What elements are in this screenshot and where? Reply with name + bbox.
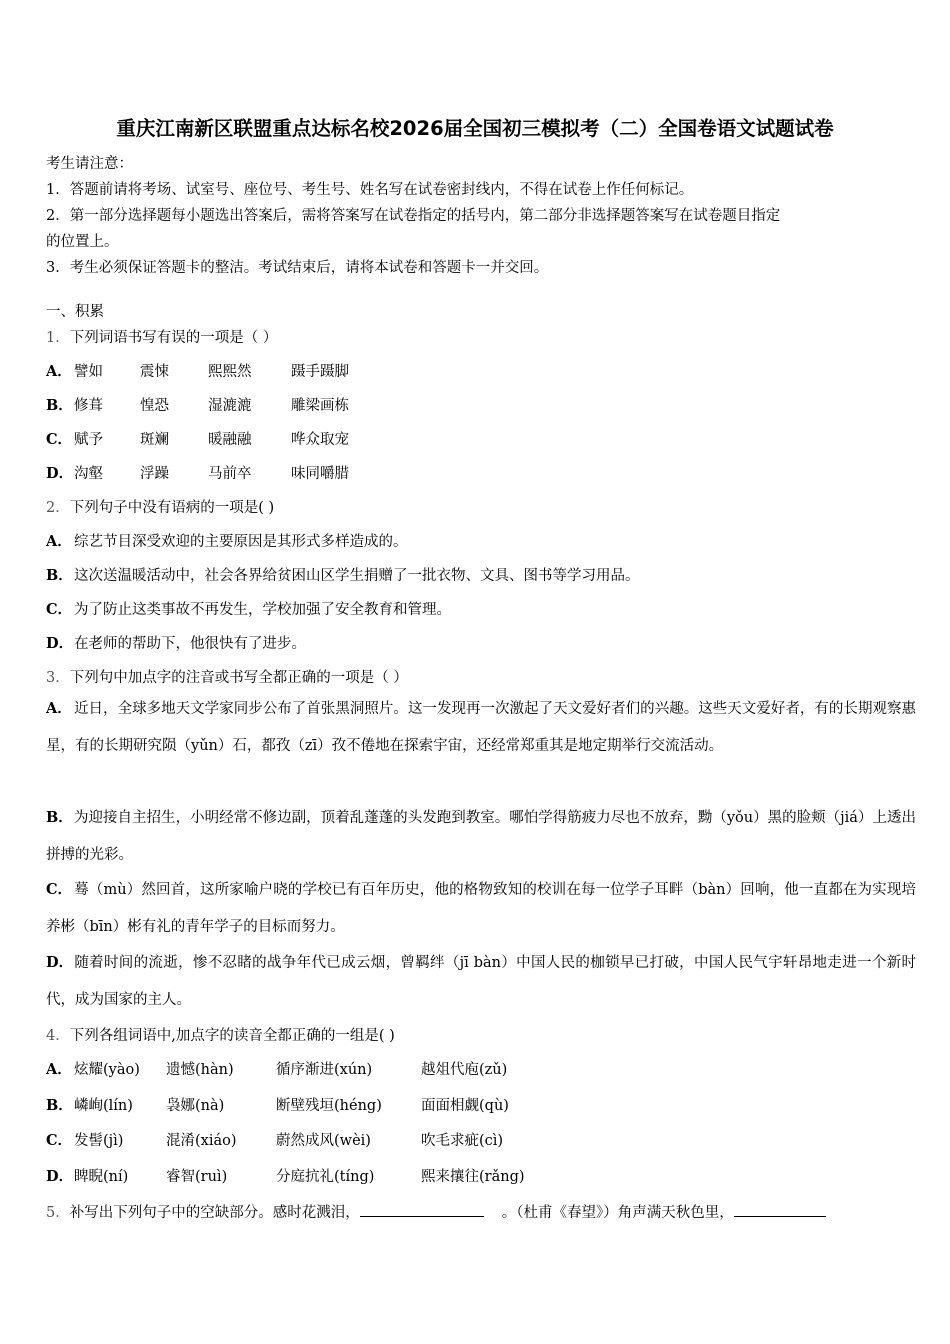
- option-word: 断壁残垣(héng): [276, 1098, 382, 1114]
- question-text: 下列句子中没有语病的一项是( ): [69, 500, 275, 516]
- notice-item: 2．第一部分选择题每小题选出答案后，需将答案写在试卷指定的括号内，第二部分非选择题答案写在试卷题目指定: [46, 208, 781, 224]
- option-label: C．: [46, 1132, 73, 1149]
- option-word: 蔚然成风(wèi): [276, 1133, 371, 1149]
- option-word: 蹑手蹑脚: [291, 364, 349, 380]
- option-word: 吹毛求疵(cì): [421, 1133, 504, 1149]
- option-word: 发髻(jì): [74, 1133, 124, 1149]
- option-label: A．: [46, 1061, 72, 1078]
- option-word: 嶙峋(lín): [74, 1098, 133, 1114]
- option-word: 熙来攘往(rǎng): [421, 1169, 525, 1185]
- q3-option-d: [46, 944, 916, 1019]
- q3-option-c: [46, 871, 916, 946]
- q1-option-a: [46, 360, 349, 381]
- answer-blank[interactable]: [360, 1202, 484, 1217]
- question-2-stem: [46, 496, 274, 517]
- option-word: 譬如: [74, 364, 103, 380]
- notice-block: [46, 151, 916, 281]
- option-word: 暖融融: [208, 432, 252, 448]
- q2-option-a: [46, 530, 408, 551]
- q2-option-c: [46, 598, 451, 619]
- option-label: D．: [46, 635, 74, 652]
- q4-option-d: [46, 1165, 525, 1186]
- q1-option-c: [46, 428, 349, 449]
- option-word: 面面相觑(qù): [421, 1098, 509, 1114]
- option-word: 马前卒: [208, 466, 252, 482]
- q4-option-c: [46, 1129, 503, 1150]
- q4-option-b: [46, 1094, 509, 1115]
- option-word: 睥睨(ní): [74, 1169, 129, 1185]
- option-word: 睿智(ruì): [166, 1169, 228, 1185]
- option-word: 袅娜(nà): [166, 1098, 225, 1114]
- question-number: 3．: [46, 670, 70, 686]
- q1-option-d: [46, 462, 349, 483]
- option-word: 熙熙然: [208, 364, 252, 380]
- option-word: 哗众取宠: [291, 432, 349, 448]
- answer-blank[interactable]: [734, 1202, 826, 1217]
- option-label: B．: [46, 809, 73, 826]
- option-word: 震悚: [140, 364, 169, 380]
- option-word: 遗憾(hàn): [166, 1062, 234, 1078]
- option-word: 赋予: [74, 432, 103, 448]
- question-text: 补写出下列句子中的空缺部分。感时花溅泪，: [69, 1205, 360, 1221]
- option-word: 分庭抗礼(tíng): [276, 1169, 375, 1185]
- option-label: A．: [46, 533, 72, 550]
- option-text: 这次送温暖活动中，社会各界给贫困山区学生捐赠了一批衣物、文具、图书等学习用品。: [74, 568, 640, 584]
- option-word: 修葺: [74, 398, 103, 414]
- option-word: 沟壑: [74, 466, 103, 482]
- notice-heading: 考生请注意：: [46, 156, 133, 172]
- q2-option-b: [46, 564, 640, 585]
- question-text: 下列词语书写有误的一项是（ ）: [69, 330, 278, 346]
- option-label: D．: [46, 1168, 74, 1185]
- option-label: D．: [46, 465, 74, 482]
- question-5-stem: [46, 1201, 826, 1222]
- option-text: 近日，全球多地天文学家同步公布了首张黑洞照片。这一发现再一次激起了天文爱好者们的兴趣。这些天文爱好者，有的长期观察惠星，有的长期研究陨（yǔn）石，都孜（zī）孜不倦地在探索宇宙，还经常郑重其是地定期举行交流活动。: [46, 701, 916, 754]
- notice-item: 的位置上。: [46, 234, 119, 250]
- option-label: C．: [46, 881, 73, 898]
- question-text: 下列句中加点字的注音或书写全都正确的一项是（ ）: [69, 670, 408, 686]
- q1-option-b: [46, 394, 349, 415]
- option-word: 湿漉漉: [208, 398, 252, 414]
- page-title: 重庆江南新区联盟重点达标名校2026届全国初三模拟考（二）全国卷语文试题试卷: [116, 117, 834, 140]
- option-word: 循序渐进(xún): [276, 1062, 373, 1078]
- option-label: A．: [46, 363, 72, 380]
- option-label: B．: [46, 1097, 73, 1114]
- option-text: 蓦（mù）然回首，这所家喻户晓的学校已有百年历史，他的格物致知的校训在每一位学子耳畔（bàn）回响，他一直都在为实现培养彬（bīn）彬有礼的青年学子的目标而努力。: [46, 882, 916, 935]
- question-number: 1．: [46, 330, 70, 346]
- option-label: C．: [46, 431, 73, 448]
- notice-item: 1．答题前请将考场、试室号、座位号、考生号、姓名写在试卷密封线内，不得在试卷上作任何标记。: [46, 182, 694, 198]
- notice-item: 3．考生必须保证答题卡的整洁。考试结束后，请将本试卷和答题卡一并交回。: [46, 260, 549, 276]
- option-label: B．: [46, 397, 73, 414]
- option-text: 综艺节目深受欢迎的主要原因是其形式多样造成的。: [74, 534, 408, 550]
- question-1-stem: [46, 326, 277, 347]
- section-heading: 一、积累: [46, 304, 104, 320]
- question-number: 2．: [46, 500, 70, 516]
- option-word: 斑斓: [140, 432, 169, 448]
- question-4-stem: [46, 1024, 395, 1045]
- option-text: 随着时间的流逝，惨不忍睹的战争年代已成云烟，曾羁绊（jī bàn）中国人民的枷锁早已打破，中国人民气宇轩昂地走进一个新时代，成为国家的主人。: [46, 955, 916, 1008]
- option-word: 浮躁: [140, 466, 169, 482]
- option-word: 雕梁画栋: [291, 398, 349, 414]
- option-text: 为了防止这类事故不再发生，学校加强了安全教育和管理。: [74, 602, 451, 618]
- question-3-stem: [46, 666, 408, 687]
- option-label: B．: [46, 567, 73, 584]
- option-text: 为迎接自主招生，小明经常不修边副，顶着乱蓬蓬的头发跑到教室。哪怕学得筋疲力尽也不放弃，黝（yǒu）黑的脸颊（jiá）上透出拼搏的光彩。: [46, 810, 916, 863]
- option-word: 炫耀(yào): [74, 1062, 140, 1078]
- option-label: D．: [46, 954, 74, 971]
- option-label: C．: [46, 601, 73, 618]
- question-text: 。（杜甫《春望》）角声满天秋色里，: [501, 1205, 734, 1221]
- question-text: 下列各组词语中,加点字的读音全都正确的一组是( ): [69, 1028, 395, 1044]
- option-label: A．: [46, 700, 72, 717]
- q4-option-a: [46, 1058, 507, 1079]
- option-word: 越俎代庖(zǔ): [421, 1062, 508, 1078]
- q2-option-d: [46, 632, 306, 653]
- option-word: 味同嚼腊: [291, 466, 349, 482]
- q3-option-a: [46, 690, 916, 765]
- question-number: 4．: [46, 1028, 70, 1044]
- question-number: 5．: [46, 1205, 70, 1221]
- q3-option-b: [46, 799, 916, 874]
- option-word: 混淆(xiáo): [166, 1133, 237, 1149]
- option-text: 在老师的帮助下，他很快有了进步。: [74, 636, 306, 652]
- option-word: 惶恐: [140, 398, 169, 414]
